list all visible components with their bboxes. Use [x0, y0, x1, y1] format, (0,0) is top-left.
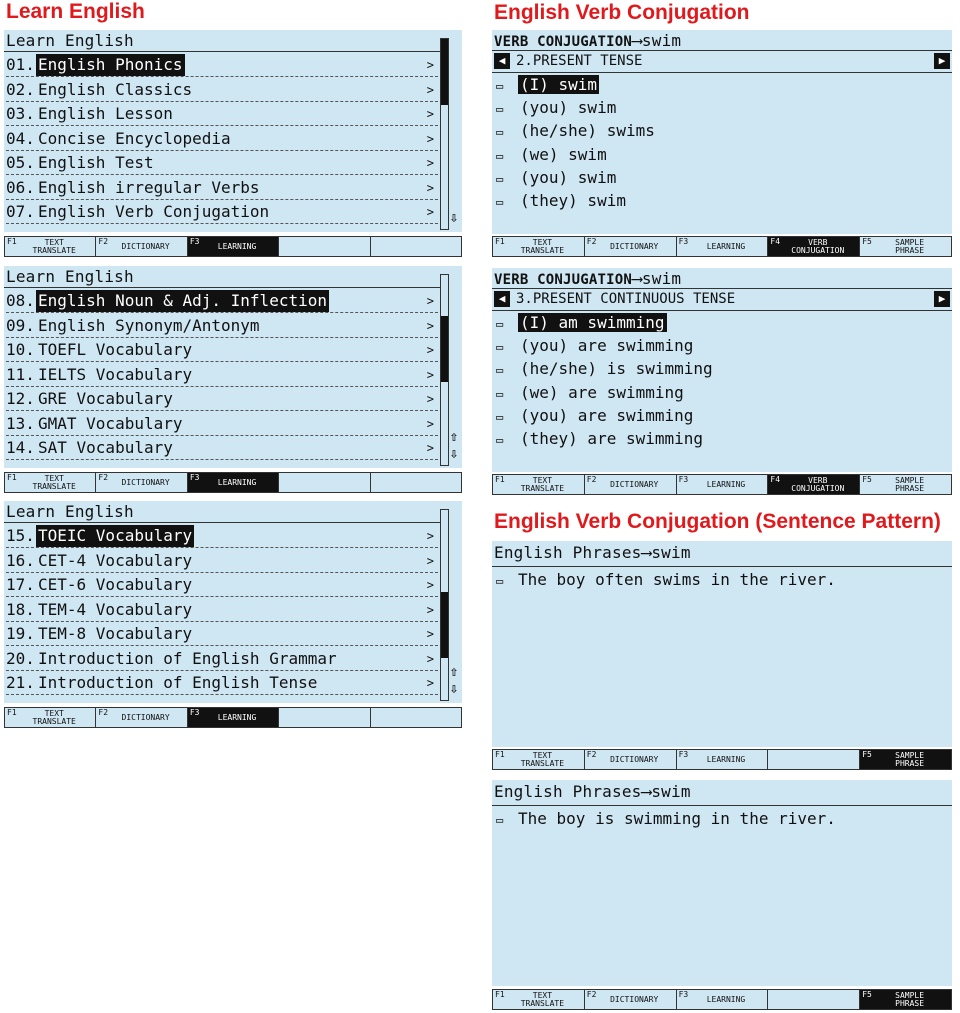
speaker-icon[interactable]: ▭	[496, 171, 504, 186]
menu-item[interactable]	[6, 574, 438, 597]
fkey-f2[interactable]	[96, 473, 187, 492]
fkey-f3[interactable]	[188, 708, 279, 727]
chevron-right-icon: >	[426, 131, 434, 146]
fkey-f3[interactable]	[677, 750, 769, 769]
menu-item-label: TEM-4 Vocabulary	[38, 599, 193, 619]
phrase-sentence-row[interactable]	[496, 570, 836, 591]
menu-item-number: 14.	[6, 438, 35, 457]
conjugation-form-text: (they) are swimming	[520, 429, 704, 448]
fkey-f2[interactable]	[585, 750, 677, 769]
fkey-f4[interactable]	[768, 475, 860, 494]
conjugation-form-text: (he/she) swims	[520, 121, 655, 141]
conjugation-screen	[492, 30, 952, 234]
scrollbar-thumb[interactable]	[441, 592, 448, 658]
tense-row	[492, 50, 952, 73]
fkey-f1[interactable]	[493, 237, 585, 256]
fkey-number: F4	[770, 475, 781, 484]
fkey-label: DICTIONARY	[610, 754, 659, 764]
fkey-f5[interactable]	[860, 237, 951, 256]
conjugation-form-text: (I) swim	[520, 75, 598, 94]
conjugation-form-text: (he/she) is swimming	[520, 359, 713, 379]
fkey-label: SAMPLE PHRASE	[895, 237, 925, 255]
fkey-label: TEXT TRANSLATE	[32, 708, 76, 726]
menu-item[interactable]	[6, 201, 438, 224]
fkey-number: F2	[98, 473, 109, 482]
chevron-right-icon: >	[426, 367, 434, 382]
menu-item-number: 08.	[6, 291, 35, 310]
conjugation-form[interactable]	[496, 98, 618, 118]
function-key-bar	[492, 749, 952, 770]
fkey-f3[interactable]	[188, 237, 279, 256]
chevron-right-icon: >	[426, 676, 434, 690]
menu-item-label: TOEFL Vocabulary	[38, 340, 193, 359]
menu-item-number: 10.	[6, 340, 35, 359]
fkey-number: F2	[586, 990, 597, 999]
fkey-f5[interactable]	[860, 750, 951, 769]
function-key-bar	[4, 236, 462, 257]
fkey-number: F1	[495, 990, 505, 999]
speaker-icon[interactable]: ▭	[496, 79, 504, 93]
menu-item[interactable]	[6, 648, 438, 671]
conjugation-form[interactable]	[496, 121, 657, 141]
fkey-number: F3	[678, 237, 689, 246]
menu-item-number: 21.	[6, 673, 35, 692]
menu-item-label: English Lesson	[38, 104, 173, 123]
speaker-icon[interactable]: ▭	[496, 363, 504, 378]
conjugation-form[interactable]	[496, 406, 695, 426]
menu-item-number: 17.	[6, 575, 35, 594]
chevron-right-icon: >	[426, 343, 434, 357]
tense-next-arrow-icon[interactable]: ▶	[934, 53, 950, 69]
conjugation-form-text: (you) are swimming	[520, 336, 694, 356]
menu-item-label: English Noun & Adj. Inflection	[38, 291, 327, 310]
phrase-sentence: The boy often swims in the river.	[518, 570, 836, 589]
scroll-down-arrow-icon[interactable]: ⇩	[449, 446, 459, 462]
fkey-number: F5	[862, 475, 872, 484]
fkey-empty	[371, 473, 461, 492]
conjugation-form[interactable]	[496, 359, 715, 379]
chevron-right-icon: >	[426, 553, 434, 568]
scrollbar-thumb[interactable]	[441, 39, 448, 105]
menu-item-label: Introduction of English Tense	[38, 673, 318, 692]
function-key-bar	[492, 989, 952, 1010]
conjugation-form[interactable]	[496, 145, 609, 165]
fkey-label: LEARNING	[217, 477, 257, 487]
fkey-empty	[279, 473, 370, 492]
conjugation-title	[494, 31, 681, 50]
conjugation-form[interactable]	[496, 336, 695, 356]
menu-item[interactable]	[6, 152, 438, 175]
conjugation-form-text: (we) are swimming	[520, 382, 684, 402]
phrase-screen	[492, 541, 952, 747]
tense-prev-arrow-icon[interactable]: ◀	[494, 53, 510, 69]
fkey-f1[interactable]	[493, 990, 585, 1009]
phrase-screen	[492, 780, 952, 986]
fkey-number: F1	[7, 708, 17, 717]
menu-item-number: 15.	[6, 526, 35, 545]
fkey-label: DICTIONARY	[610, 479, 659, 489]
arrow-right-icon: ⟶	[632, 269, 642, 288]
fkey-label: LEARNING	[706, 754, 746, 764]
fkey-f1[interactable]	[5, 237, 96, 256]
fkey-number: F2	[98, 708, 109, 717]
menu-item[interactable]	[6, 177, 438, 200]
fkey-f2[interactable]	[585, 990, 677, 1009]
fkey-empty	[768, 990, 860, 1009]
chevron-right-icon: >	[426, 651, 434, 666]
menu-item-label: English Synonym/Antonym	[38, 315, 260, 335]
menu-item-label: GRE Vocabulary	[38, 389, 173, 408]
fkey-f3[interactable]	[677, 990, 769, 1009]
scroll-up-arrow-icon[interactable]: ⇧	[449, 664, 459, 680]
fkey-label: SAMPLE PHRASE	[895, 475, 925, 493]
menu-item-label: CET-6 Vocabulary	[38, 575, 193, 594]
menu-item[interactable]	[6, 525, 438, 548]
speaker-icon[interactable]: ▭	[496, 148, 504, 163]
phrase-sentence-row[interactable]	[496, 809, 836, 830]
scroll-up-arrow-icon[interactable]: ⇧	[449, 429, 459, 445]
menu-item[interactable]	[6, 54, 438, 77]
chevron-right-icon: >	[426, 82, 434, 97]
fkey-label: DICTIONARY	[121, 241, 170, 251]
tense-row	[492, 288, 952, 311]
menu-item-number: 04.	[6, 128, 35, 148]
scroll-down-arrow-icon[interactable]: ⇩	[449, 210, 459, 226]
menu-item-label: GMAT Vocabulary	[38, 413, 183, 433]
fkey-f5[interactable]	[860, 475, 951, 494]
fkey-label: LEARNING	[706, 994, 746, 1004]
speaker-icon[interactable]: ▭	[496, 813, 504, 827]
menu-item[interactable]	[6, 103, 438, 126]
menu-item-label: Introduction of English Grammar	[38, 648, 337, 668]
chevron-right-icon: >	[426, 156, 434, 170]
menu-item-number: 18.	[6, 599, 35, 619]
menu-item-number: 05.	[6, 153, 35, 172]
heading-verb-conjugation: English Verb Conjugation	[494, 1, 750, 24]
chevron-right-icon: >	[426, 107, 434, 121]
fkey-empty	[279, 237, 370, 256]
fkey-label: DICTIONARY	[610, 241, 659, 251]
menu-item[interactable]	[6, 672, 438, 695]
fkey-number: F3	[678, 990, 689, 999]
menu-screen	[4, 266, 462, 468]
chevron-right-icon: >	[426, 205, 434, 219]
fkey-number: F3	[678, 750, 689, 759]
verb-label: swim	[641, 31, 682, 50]
fkey-empty	[371, 708, 461, 727]
fkey-f2[interactable]	[585, 475, 677, 494]
fkey-f1[interactable]	[493, 750, 585, 769]
fkey-number: F5	[862, 990, 872, 999]
title-divider	[4, 522, 440, 523]
conjugation-form-text: (I) am swimming	[520, 313, 665, 332]
speaker-icon[interactable]: ▭	[496, 433, 504, 447]
menu-item-number: 07.	[6, 202, 35, 221]
fkey-label: TEXT TRANSLATE	[32, 237, 76, 255]
fkey-number: F1	[495, 750, 505, 759]
chevron-right-icon: >	[426, 441, 434, 455]
menu-item[interactable]	[6, 339, 438, 362]
menu-item[interactable]	[6, 599, 438, 622]
fkey-label: TEXT TRANSLATE	[520, 990, 565, 1008]
conjugation-title-label: VERB CONJUGATION	[494, 34, 633, 50]
tense-label: 2.PRESENT TENSE	[516, 53, 643, 69]
conjugation-form-text: (they) swim	[520, 191, 626, 210]
tense-prev-arrow-icon[interactable]: ◀	[494, 291, 510, 307]
chevron-right-icon: >	[426, 318, 434, 333]
fkey-f5[interactable]	[860, 990, 951, 1009]
menu-item-number: 11.	[6, 364, 35, 384]
fkey-f3[interactable]	[677, 475, 769, 494]
conjugation-form[interactable]	[496, 429, 705, 449]
phrase-title-label: English Phrases	[494, 782, 642, 801]
speaker-icon[interactable]: ▭	[496, 386, 504, 401]
menu-item-label: English Classics	[38, 79, 193, 99]
menu-item-label: IELTS Vocabulary	[38, 364, 193, 384]
fkey-label: SAMPLE PHRASE	[895, 750, 925, 768]
fkey-empty	[768, 750, 860, 769]
fkey-label: VERB CONJUGATION	[791, 237, 845, 255]
menu-screen	[4, 501, 462, 703]
chevron-right-icon: >	[426, 602, 434, 617]
conjugation-form[interactable]	[496, 191, 628, 211]
fkey-f3[interactable]	[677, 237, 769, 256]
fkey-label: DICTIONARY	[121, 477, 170, 487]
fkey-number: F5	[862, 750, 872, 759]
menu-item-label: Concise Encyclopedia	[38, 128, 231, 148]
chevron-right-icon: >	[426, 529, 434, 543]
verb-label: swim	[641, 269, 682, 288]
menu-item-number: 12.	[6, 389, 35, 408]
menu-item-label: English Verb Conjugation	[38, 202, 270, 221]
title-divider	[4, 51, 440, 52]
phrase-sentence: The boy is swimming in the river.	[518, 809, 836, 828]
fkey-number: F2	[586, 237, 597, 246]
conjugation-form-text: (you) swim	[520, 98, 617, 118]
conjugation-title	[494, 269, 681, 288]
fkey-f3[interactable]	[188, 473, 279, 492]
fkey-number: F5	[862, 237, 872, 246]
fkey-label: VERB CONJUGATION	[791, 475, 845, 493]
menu-item[interactable]	[6, 437, 438, 460]
menu-item-label: English irregular Verbs	[38, 177, 260, 197]
conjugation-form-text: (we) swim	[520, 144, 607, 164]
verb-label: swim	[651, 543, 691, 562]
function-key-bar	[4, 472, 462, 493]
menu-item-number: 06.	[6, 177, 35, 197]
menu-item[interactable]	[6, 388, 438, 411]
scroll-down-arrow-icon[interactable]: ⇩	[449, 681, 459, 697]
arrow-right-icon: ⟶	[641, 782, 652, 801]
fkey-f1[interactable]	[493, 475, 585, 494]
menu-item-number: 13.	[6, 413, 35, 433]
menu-item-label: English Phonics	[38, 55, 183, 74]
fkey-f1[interactable]	[5, 473, 96, 492]
title-divider	[492, 805, 952, 806]
chevron-right-icon: >	[426, 416, 434, 431]
chevron-right-icon: >	[426, 294, 434, 308]
heading-sentence-pattern: English Verb Conjugation (Sentence Pattern)	[494, 510, 941, 533]
fkey-number: F4	[770, 237, 781, 246]
menu-item-label: SAT Vocabulary	[38, 438, 173, 457]
menu-item[interactable]	[6, 315, 438, 338]
function-key-bar	[4, 707, 462, 728]
conjugation-form[interactable]	[496, 383, 686, 403]
conjugation-form[interactable]	[496, 168, 618, 188]
fkey-label: TEXT TRANSLATE	[520, 237, 565, 255]
fkey-empty	[371, 237, 461, 256]
scrollbar[interactable]	[440, 38, 449, 230]
fkey-label: DICTIONARY	[121, 712, 170, 722]
fkey-number: F1	[7, 237, 17, 246]
chevron-right-icon: >	[426, 578, 434, 592]
menu-item-number: 09.	[6, 315, 35, 335]
fkey-label: LEARNING	[217, 712, 257, 722]
menu-item-number: 01.	[6, 55, 35, 74]
function-key-bar	[492, 474, 952, 495]
fkey-label: TEXT TRANSLATE	[520, 750, 565, 768]
scrollbar-thumb[interactable]	[441, 316, 448, 382]
speaker-icon[interactable]: ▭	[496, 317, 504, 331]
fkey-f2[interactable]	[585, 237, 677, 256]
conjugation-form[interactable]	[496, 75, 599, 95]
verb-label: swim	[651, 782, 691, 801]
conjugation-form[interactable]	[496, 313, 667, 333]
speaker-icon[interactable]: ▭	[496, 125, 504, 140]
phrase-title	[494, 543, 691, 562]
menu-item-number: 19.	[6, 624, 35, 643]
fkey-number: F2	[98, 237, 109, 246]
fkey-empty	[279, 708, 370, 727]
menu-item[interactable]	[6, 128, 438, 151]
fkey-f4[interactable]	[768, 237, 860, 256]
chevron-right-icon: >	[426, 392, 434, 406]
function-key-bar	[492, 236, 952, 257]
menu-title: Learn English	[6, 267, 134, 286]
fkey-label: LEARNING	[706, 479, 746, 489]
fkey-number: F3	[678, 475, 689, 484]
fkey-label: LEARNING	[706, 241, 746, 251]
fkey-number: F2	[586, 475, 597, 484]
fkey-number: F3	[189, 708, 200, 717]
menu-item[interactable]	[6, 623, 438, 646]
conjugation-title-label: VERB CONJUGATION	[494, 272, 633, 288]
menu-item[interactable]	[6, 413, 438, 436]
menu-item-label: English Test	[38, 153, 154, 172]
menu-item-label: TOEIC Vocabulary	[38, 526, 193, 545]
fkey-f2[interactable]	[96, 708, 187, 727]
speaker-icon[interactable]: ▭	[496, 574, 504, 588]
menu-item-label: TEM-8 Vocabulary	[38, 624, 193, 643]
fkey-f2[interactable]	[96, 237, 187, 256]
chevron-right-icon: >	[426, 58, 434, 72]
conjugation-form-text: (you) are swimming	[520, 405, 694, 425]
heading-learn-english: Learn English	[6, 0, 145, 23]
fkey-label: DICTIONARY	[610, 994, 659, 1004]
conjugation-form-text: (you) swim	[520, 167, 617, 187]
fkey-number: F1	[7, 473, 17, 482]
conjugation-screen	[492, 268, 952, 472]
tense-next-arrow-icon[interactable]: ▶	[934, 291, 950, 307]
menu-item[interactable]	[6, 79, 438, 102]
fkey-number: F1	[495, 475, 505, 484]
menu-item-number: 03.	[6, 104, 35, 123]
chevron-right-icon: >	[426, 180, 434, 195]
menu-item-number: 20.	[6, 648, 35, 668]
speaker-icon[interactable]: ▭	[496, 102, 504, 117]
fkey-label: LEARNING	[217, 241, 257, 251]
menu-item-number: 16.	[6, 550, 35, 570]
menu-screen	[4, 30, 462, 232]
menu-item[interactable]	[6, 290, 438, 313]
fkey-f1[interactable]	[5, 708, 96, 727]
menu-title: Learn English	[6, 502, 134, 521]
arrow-right-icon: ⟶	[632, 31, 642, 50]
arrow-right-icon: ⟶	[641, 543, 652, 562]
speaker-icon[interactable]: ▭	[496, 340, 504, 355]
title-divider	[4, 287, 440, 288]
fkey-label: TEXT TRANSLATE	[520, 475, 565, 493]
fkey-number: F3	[189, 473, 200, 482]
title-divider	[492, 566, 952, 567]
menu-item-number: 02.	[6, 79, 35, 99]
phrase-title	[494, 782, 691, 801]
menu-title: Learn English	[6, 31, 134, 50]
menu-item-label: CET-4 Vocabulary	[38, 550, 193, 570]
fkey-number: F2	[586, 750, 597, 759]
speaker-icon[interactable]: ▭	[496, 195, 504, 209]
menu-item[interactable]	[6, 364, 438, 387]
fkey-number: F3	[189, 237, 200, 246]
fkey-label: TEXT TRANSLATE	[32, 473, 76, 491]
chevron-right-icon: >	[426, 627, 434, 641]
menu-item[interactable]	[6, 550, 438, 573]
tense-label: 3.PRESENT CONTINUOUS TENSE	[516, 291, 736, 307]
phrase-title-label: English Phrases	[494, 543, 642, 562]
fkey-number: F1	[495, 237, 505, 246]
fkey-label: SAMPLE PHRASE	[895, 990, 925, 1008]
speaker-icon[interactable]: ▭	[496, 409, 504, 424]
